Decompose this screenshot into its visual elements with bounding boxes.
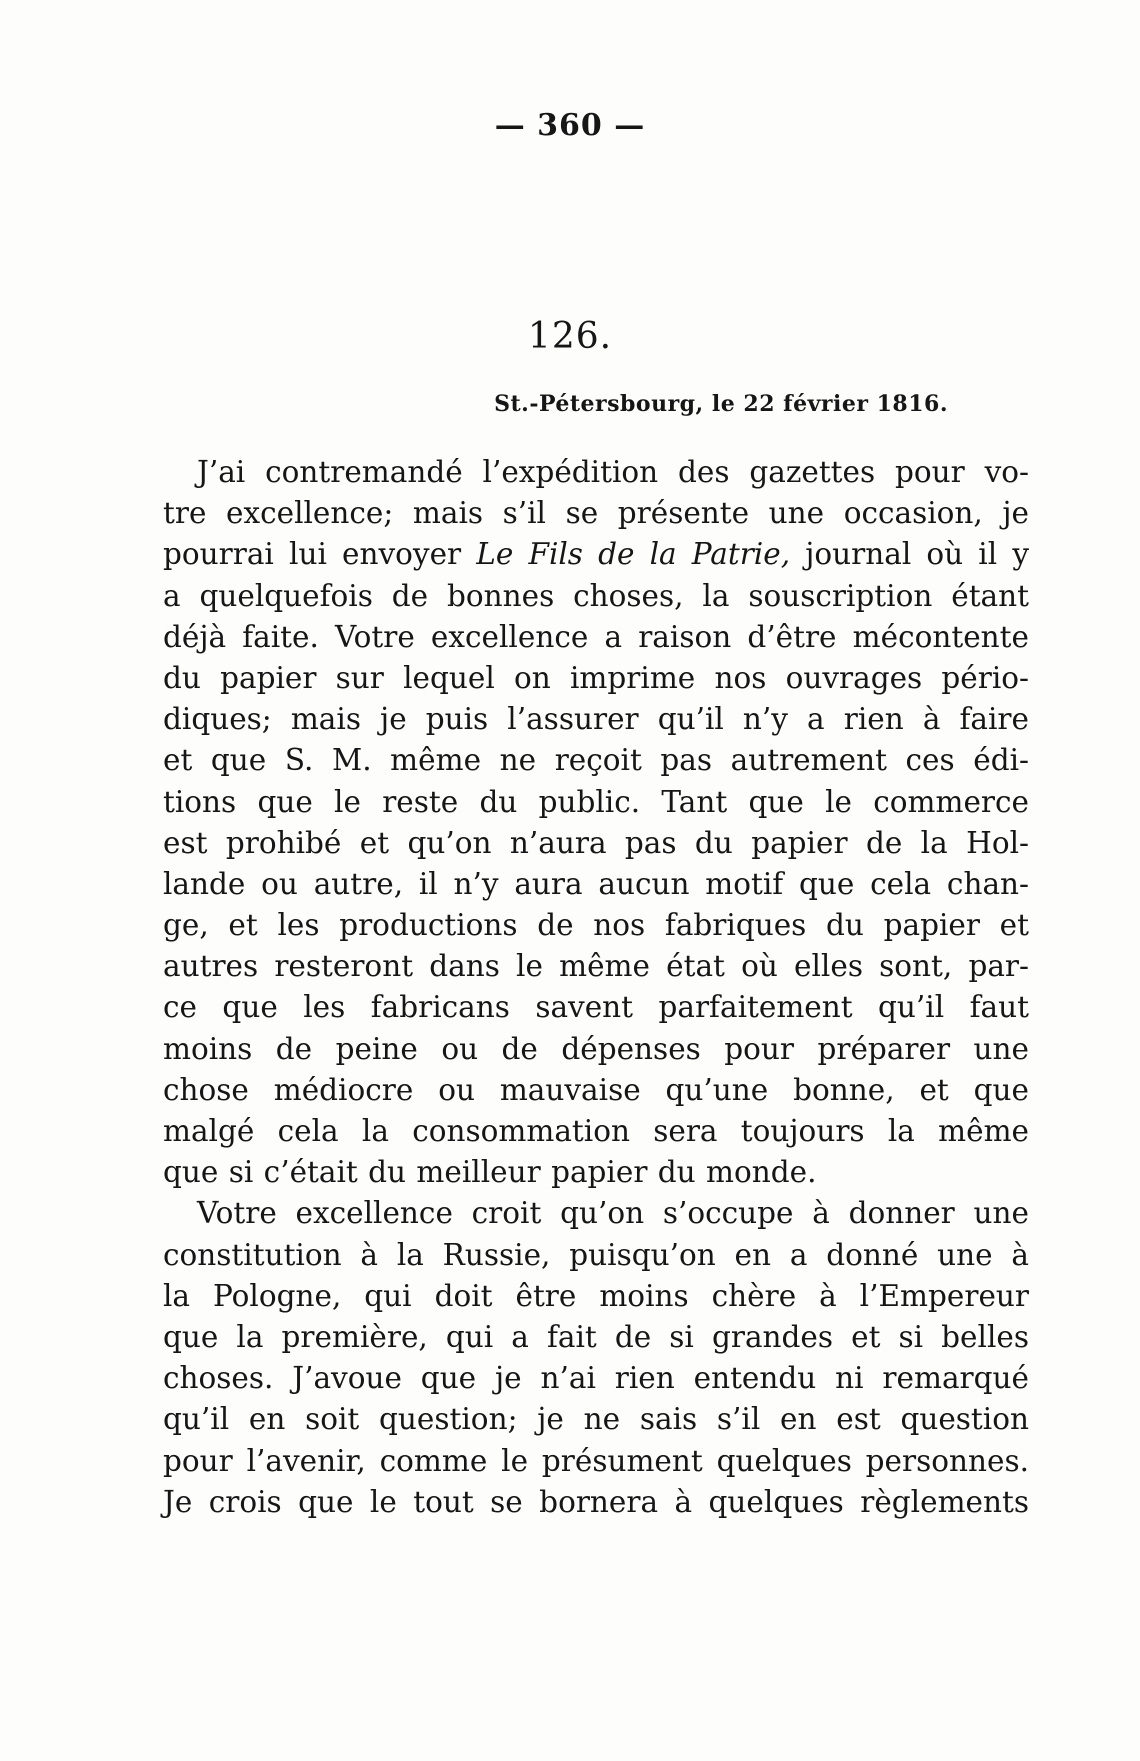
text-line: ce que les fabricans savent parfaitement qu’il faut	[163, 990, 1029, 1025]
text-line: Je crois que le tout se bornera à quelques règlements	[163, 1484, 1029, 1519]
text-line: J’ai contremandé l’expédition des gazettes pour vo-	[197, 455, 1029, 489]
text-line: diques; mais je puis l’assurer qu’il n’y a rien à faire	[163, 702, 1029, 737]
text-line: qu’il en soit question; je ne sais s’il en est question	[163, 1402, 1029, 1437]
text-line: pour l’avenir, comme le présument quelques personnes.	[163, 1443, 1029, 1478]
dateline: St.-Pétersbourg, le 22 février 1816.	[494, 391, 948, 417]
text-line: lande ou autre, il n’y aura aucun motif que cela chan-	[163, 866, 1029, 901]
text-line: la Pologne, qui doit être moins chère à l’Empereur	[163, 1278, 1029, 1313]
journal-title: Le Fils de la Patrie,	[476, 537, 791, 572]
text-line: que si c’était du meilleur papier du monde.	[163, 1155, 817, 1190]
text-line: moins de peine ou de dépenses pour préparer une	[163, 1031, 1029, 1066]
text-line: chose médiocre ou mauvaise qu’une bonne, et que	[163, 1072, 1029, 1107]
text-segment: pourrai lui envoyer	[163, 537, 477, 572]
text-line: et que S. M. même ne reçoit pas autrement ces édi-	[163, 743, 1029, 778]
text-line: tre excellence; mais s’il se présente une occasion, je	[163, 496, 1029, 531]
text-line: malgé cela la consommation sera toujours la même	[163, 1114, 1029, 1148]
text-line: autres resteront dans le même état où elles sont, par-	[163, 949, 1029, 984]
letter-number: 126.	[527, 316, 613, 357]
text-line: du papier sur lequel on imprime nos ouvrages pério-	[163, 660, 1029, 695]
page-number: — 360 —	[494, 108, 646, 143]
text-segment: journal où il y	[790, 537, 1029, 572]
text-line: choses. J’avoue que je n’ai rien entendu ni remarqué	[163, 1361, 1029, 1396]
text-line: tions que le reste du public. Tant que le commerce	[163, 784, 1029, 819]
text-line: Votre excellence croit qu’on s’occupe à donner une	[197, 1196, 1029, 1231]
text-line: que la première, qui a fait de si grandes et si belles	[163, 1319, 1029, 1354]
text-line: ge, et les productions de nos fabriques du papier et	[163, 908, 1029, 943]
text-line: constitution à la Russie, puisqu’on en a donné une à	[163, 1237, 1029, 1272]
text-line: déjà faite. Votre excellence a raison d’être mécontente	[163, 619, 1029, 654]
letter-body	[163, 452, 1029, 1523]
text-line: a quelquefois de bonnes choses, la souscription étant	[163, 578, 1029, 613]
text-line	[163, 534, 1029, 575]
text-line: est prohibé et qu’on n’aura pas du papier de la Hol-	[163, 825, 1029, 860]
